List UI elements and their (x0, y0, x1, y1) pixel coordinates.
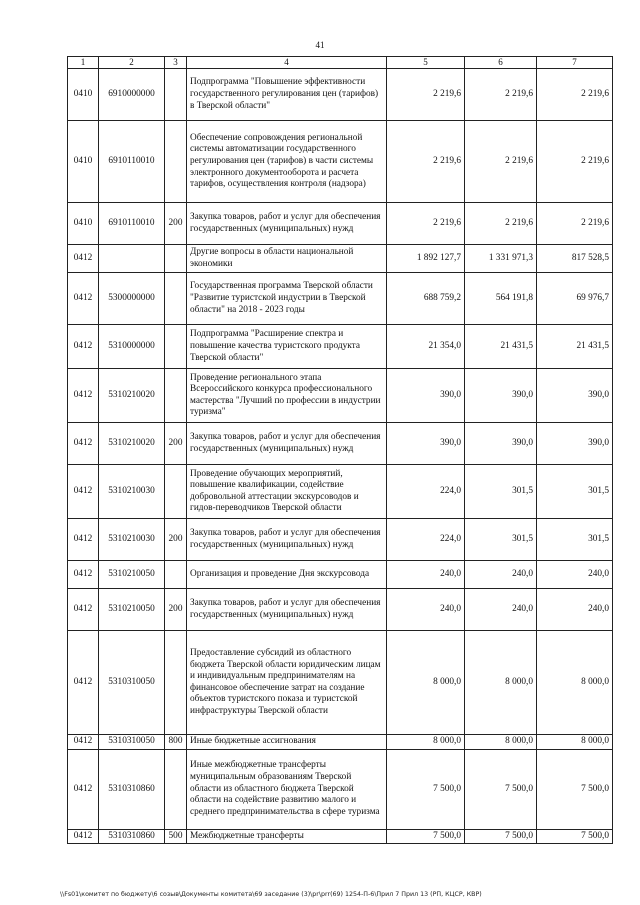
target-code: 6910110010 (99, 203, 165, 245)
item-name: Проведение регионального этапа Всероссийского конкурса профессионального мастерства "Лучший по профессии в индустрии туризма" (187, 369, 387, 423)
item-name: Иные межбюджетные трансферты муниципальным образованиям Тверской области из областного бюджета Тверской области на содействие развитию малого и среднего предпринимательства в сфере туризма (187, 749, 387, 829)
amount-col-7: 21 431,5 (537, 325, 613, 369)
expense-type: 200 (165, 423, 187, 465)
amount-col-7: 8 000,0 (537, 631, 613, 735)
header-col-5: 5 (387, 57, 465, 69)
section-code: 0410 (68, 121, 99, 203)
amount-col-5: 688 759,2 (387, 273, 465, 325)
table-row (68, 203, 613, 245)
amount-col-7: 7 500,0 (537, 749, 613, 829)
amount-col-7: 390,0 (537, 369, 613, 423)
expense-type (165, 369, 187, 423)
amount-col-5: 390,0 (387, 369, 465, 423)
item-name: Закупка товаров, работ и услуг для обеспечения государственных (муниципальных) нужд (187, 423, 387, 465)
item-name: Закупка товаров, работ и услуг для обеспечения государственных (муниципальных) нужд (187, 519, 387, 561)
target-code (99, 245, 165, 273)
expense-type (165, 121, 187, 203)
amount-col-5: 240,0 (387, 589, 465, 631)
section-code: 0412 (68, 589, 99, 631)
expense-type: 800 (165, 735, 187, 750)
section-code: 0410 (68, 69, 99, 121)
section-code: 0412 (68, 561, 99, 589)
item-name: Предоставление субсидий из областного бюджета Тверской области юридическим лицам и индивидуальным предпринимателям на финансовое обеспечение затрат на создание объектов туристского показа и туристской инфраструктуры Тверской области (187, 631, 387, 735)
table-row (68, 589, 613, 631)
expense-type (165, 273, 187, 325)
amount-col-6: 390,0 (465, 369, 537, 423)
table-row (68, 69, 613, 121)
amount-col-7: 390,0 (537, 423, 613, 465)
target-code: 5310210020 (99, 423, 165, 465)
amount-col-6: 301,5 (465, 519, 537, 561)
item-name: Организация и проведение Дня экскурсовода (187, 561, 387, 589)
table-row (68, 245, 613, 273)
expense-type: 500 (165, 829, 187, 844)
target-code: 5310210030 (99, 465, 165, 519)
table-row (68, 561, 613, 589)
amount-col-7: 240,0 (537, 589, 613, 631)
amount-col-6: 301,5 (465, 465, 537, 519)
item-name: Закупка товаров, работ и услуг для обеспечения государственных (муниципальных) нужд (187, 203, 387, 245)
section-code: 0412 (68, 631, 99, 735)
expense-type (165, 561, 187, 589)
target-code: 6910000000 (99, 69, 165, 121)
amount-col-5: 2 219,6 (387, 203, 465, 245)
header-col-1: 1 (68, 57, 99, 69)
expense-type (165, 749, 187, 829)
target-code: 5310210050 (99, 561, 165, 589)
amount-col-6: 2 219,6 (465, 69, 537, 121)
amount-col-5: 2 219,6 (387, 121, 465, 203)
amount-col-6: 240,0 (465, 561, 537, 589)
section-code: 0412 (68, 273, 99, 325)
amount-col-6: 1 331 971,3 (465, 245, 537, 273)
amount-col-5: 224,0 (387, 465, 465, 519)
header-col-6: 6 (465, 57, 537, 69)
table-row (68, 121, 613, 203)
amount-col-5: 8 000,0 (387, 735, 465, 750)
table-row (68, 423, 613, 465)
amount-col-7: 69 976,7 (537, 273, 613, 325)
table-row (68, 829, 613, 844)
table-row (68, 749, 613, 829)
target-code: 5310310050 (99, 631, 165, 735)
item-name: Подпрограмма "Расширение спектра и повышение качества туристского продукта Тверской области" (187, 325, 387, 369)
amount-col-6: 21 431,5 (465, 325, 537, 369)
item-name: Другие вопросы в области национальной экономики (187, 245, 387, 273)
amount-col-5: 1 892 127,7 (387, 245, 465, 273)
amount-col-7: 2 219,6 (537, 69, 613, 121)
table-row (68, 325, 613, 369)
amount-col-7: 2 219,6 (537, 203, 613, 245)
table-row (68, 519, 613, 561)
section-code: 0412 (68, 519, 99, 561)
section-code: 0412 (68, 423, 99, 465)
amount-col-6: 390,0 (465, 423, 537, 465)
table-row (68, 369, 613, 423)
amount-col-6: 7 500,0 (465, 829, 537, 844)
amount-col-6: 8 000,0 (465, 735, 537, 750)
item-name: Подпрограмма "Повышение эффективности государственного регулирования цен (тарифов) в Тверской области" (187, 69, 387, 121)
item-name: Закупка товаров, работ и услуг для обеспечения государственных (муниципальных) нужд (187, 589, 387, 631)
amount-col-6: 2 219,6 (465, 121, 537, 203)
amount-col-5: 224,0 (387, 519, 465, 561)
amount-col-7: 8 000,0 (537, 735, 613, 750)
item-name: Иные бюджетные ассигнования (187, 735, 387, 750)
section-code: 0412 (68, 245, 99, 273)
amount-col-7: 301,5 (537, 519, 613, 561)
item-name: Обеспечение сопровождения региональной системы автоматизации государственного регулирования цен (тарифов) в части системы электронного документооборота и расчета тарифов, осуществления контроля (надзора) (187, 121, 387, 203)
expense-type: 200 (165, 519, 187, 561)
amount-col-5: 7 500,0 (387, 749, 465, 829)
page-number: 41 (315, 40, 325, 50)
item-name: Проведение обучающих мероприятий, повышение квалификации, содействие добровольной аттестации экскурсоводов и гидов-переводчиков Тверской области (187, 465, 387, 519)
target-code: 5310210030 (99, 519, 165, 561)
section-code: 0412 (68, 829, 99, 844)
footer-file-path: \\Fs01\комитет по бюджету\6 созыв\Документы комитета\69 заседание (3)\pr\prr(69) 1254-П-6\Прил 7 Прил 13 (РП, КЦСР, КВР) (60, 891, 482, 898)
target-code: 5310310050 (99, 735, 165, 750)
amount-col-6: 240,0 (465, 589, 537, 631)
amount-col-5: 7 500,0 (387, 829, 465, 844)
target-code: 5310000000 (99, 325, 165, 369)
header-col-4: 4 (187, 57, 387, 69)
expense-type: 200 (165, 203, 187, 245)
amount-col-6: 7 500,0 (465, 749, 537, 829)
amount-col-6: 2 219,6 (465, 203, 537, 245)
amount-col-5: 390,0 (387, 423, 465, 465)
expense-type (165, 245, 187, 273)
table-row (68, 273, 613, 325)
amount-col-7: 7 500,0 (537, 829, 613, 844)
amount-col-6: 8 000,0 (465, 631, 537, 735)
target-code: 5310310860 (99, 749, 165, 829)
header-col-2: 2 (99, 57, 165, 69)
section-code: 0410 (68, 203, 99, 245)
section-code: 0412 (68, 465, 99, 519)
budget-table (67, 56, 613, 844)
section-code: 0412 (68, 749, 99, 829)
target-code: 5310310860 (99, 829, 165, 844)
amount-col-6: 564 191,8 (465, 273, 537, 325)
item-name: Межбюджетные трансферты (187, 829, 387, 844)
amount-col-7: 240,0 (537, 561, 613, 589)
item-name: Государственная программа Тверской области "Развитие туристской индустрии в Тверской области" на 2018 - 2023 годы (187, 273, 387, 325)
target-code: 6910110010 (99, 121, 165, 203)
header-col-3: 3 (165, 57, 187, 69)
expense-type (165, 69, 187, 121)
amount-col-5: 2 219,6 (387, 69, 465, 121)
header-col-7: 7 (537, 57, 613, 69)
amount-col-7: 817 528,5 (537, 245, 613, 273)
amount-col-7: 2 219,6 (537, 121, 613, 203)
expense-type (165, 325, 187, 369)
section-code: 0412 (68, 735, 99, 750)
table-row (68, 631, 613, 735)
expense-type: 200 (165, 589, 187, 631)
expense-type (165, 631, 187, 735)
amount-col-5: 8 000,0 (387, 631, 465, 735)
section-code: 0412 (68, 325, 99, 369)
table-row (68, 735, 613, 750)
header-row (68, 57, 613, 69)
target-code: 5310210020 (99, 369, 165, 423)
section-code: 0412 (68, 369, 99, 423)
target-code: 5310210050 (99, 589, 165, 631)
table-row (68, 465, 613, 519)
amount-col-7: 301,5 (537, 465, 613, 519)
amount-col-5: 21 354,0 (387, 325, 465, 369)
target-code: 5300000000 (99, 273, 165, 325)
expense-type (165, 465, 187, 519)
amount-col-5: 240,0 (387, 561, 465, 589)
